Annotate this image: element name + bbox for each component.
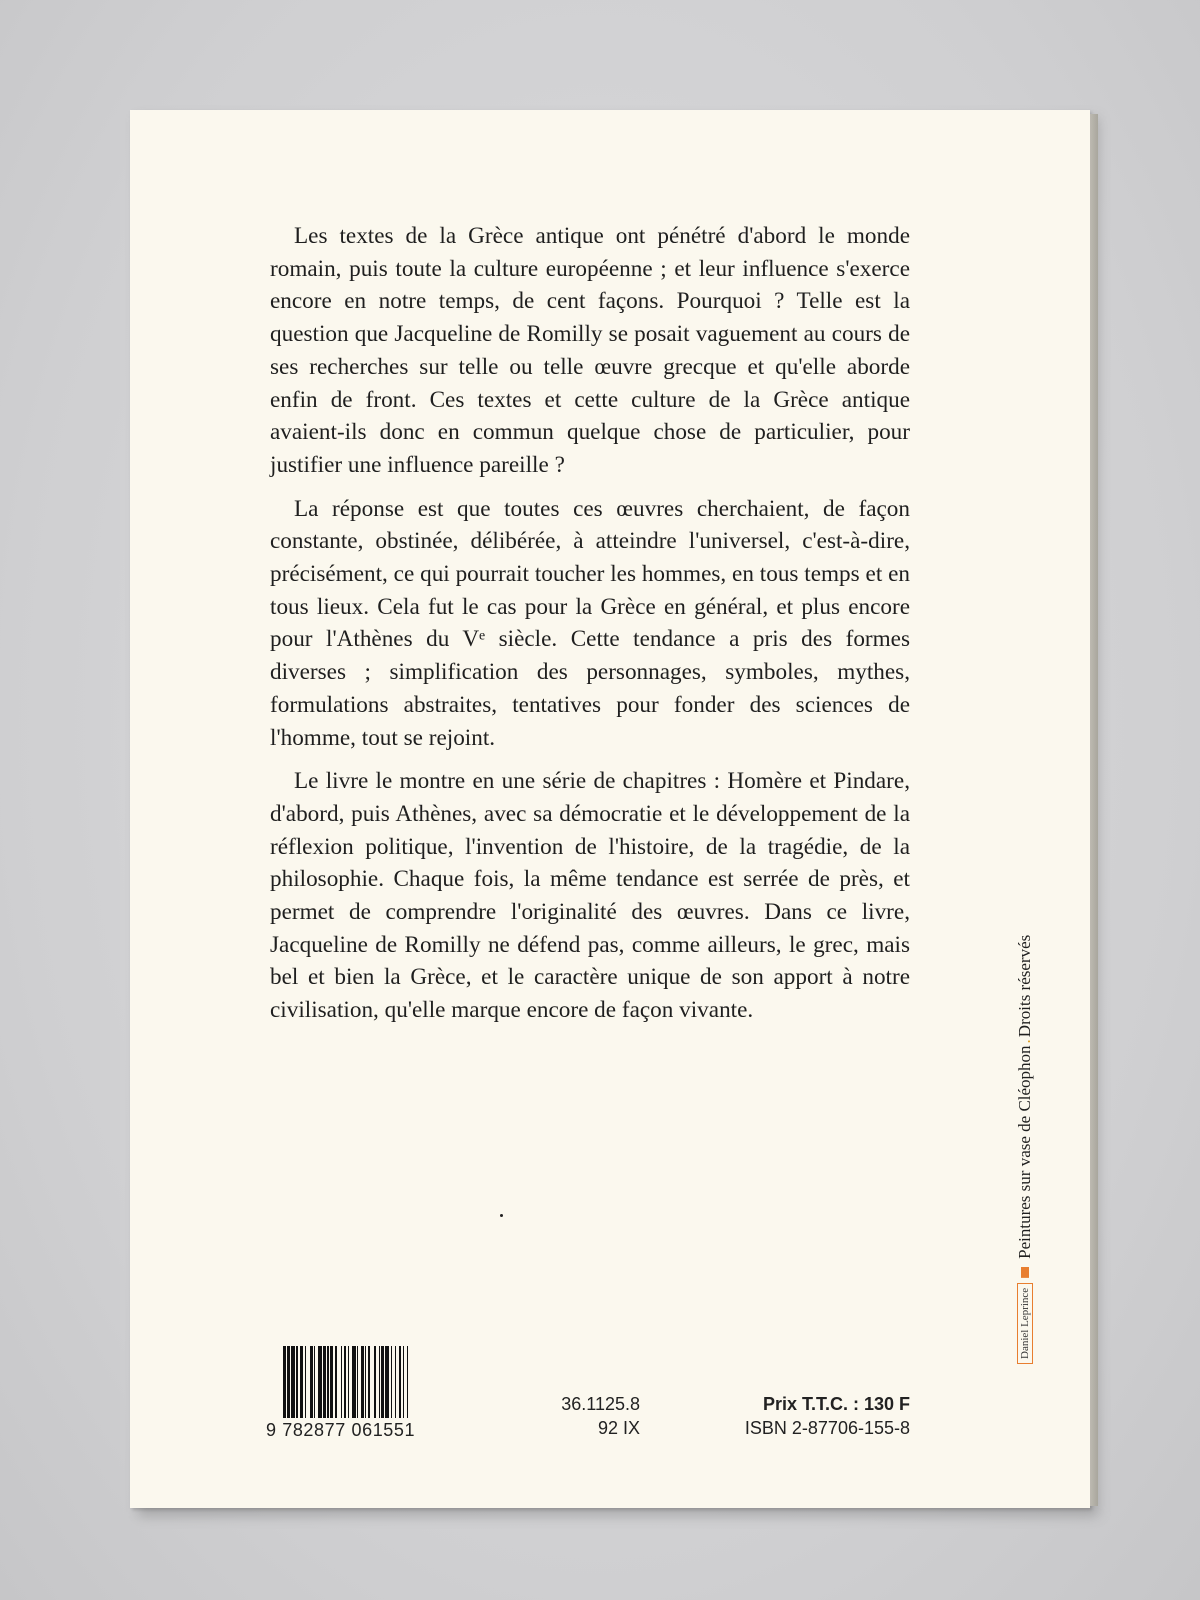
credit-separator: . [1015,1039,1034,1044]
price-label: Prix T.T.C. : 130 F [762,1394,910,1414]
catalog-code-line2: 92 IX [597,1418,640,1438]
cover-edge [1090,114,1098,1506]
price-block [690,1392,910,1440]
book-back-cover [130,110,1090,1508]
isbn-label: ISBN 2-87706-155-8 [744,1418,910,1438]
blurb-paragraph: Le livre le montre en une série de chapitres : Homère et Pindare, d'abord, puis Athènes, avec sa démocratie et le développement de la réflexion politique, l'invention de l'histoire, de la tragédie, de la philosophie. Chaque fois, la même tendance est serrée de près, et permet de comprendre l'originalité des œuvres. Dans ce livre, Jacqueline de Romilly ne défend pas, comme ailleurs, le grec, mais bel et bien la Grèce, et le caractère unique de son apport à notre civilisation, qu'elle marque encore de façon vivante. [270,768,910,1024]
designer-credit: Daniel Leprince [1017,1283,1033,1364]
print-dot [500,1214,503,1217]
blurb-paragraph: La réponse est que toutes ces œuvres cherchaient, de façon constante, obstinée, délibérée, à atteindre l'universel, c'est-à-dire, précisément, ce qui pourrait toucher les hommes, en tous temps et en tous lieux. Cela fut le cas pour la Grèce en général, et plus encore pour l'Athènes du Vᵉ siècle. Cette tendance a pris des formes diverses ; simplification des personnages, symboles, mythes, formulations abstraites, tentatives pour fonder des sciences de l'homme, tout se rejoint. [270,495,910,751]
catalog-code-line1: 36.1125.8 [561,1394,640,1414]
blurb-paragraph: Les textes de la Grèce antique ont pénétré d'abord le monde romain, puis toute la culture européenne ; et leur influence s'exerce encore en notre temps, de cent façons. Pourquoi ? Telle est la question que Jacqueline de Romilly se posait vaguement au cours de ses recherches sur telle ou telle œuvre grecque et qu'elle aborde enfin de front. Ces textes et cette culture de la Grèce antique avaient-ils donc en commun quelque chose de particulier, pour justifier une influence pareille ? [270,223,910,478]
ean-barcode [283,1346,449,1418]
rights-credit: Droits réservés [1015,934,1034,1038]
catalog-codes [530,1392,640,1440]
cover-credits [1015,935,1035,1364]
pencil-icon [1021,1262,1029,1278]
illustration-credit: Peintures sur vase de Cléophon [1015,1045,1034,1259]
blurb-text [270,220,910,1038]
barcode-bar [408,1346,411,1418]
barcode-digits: 9 782877 061551 [266,1420,416,1440]
